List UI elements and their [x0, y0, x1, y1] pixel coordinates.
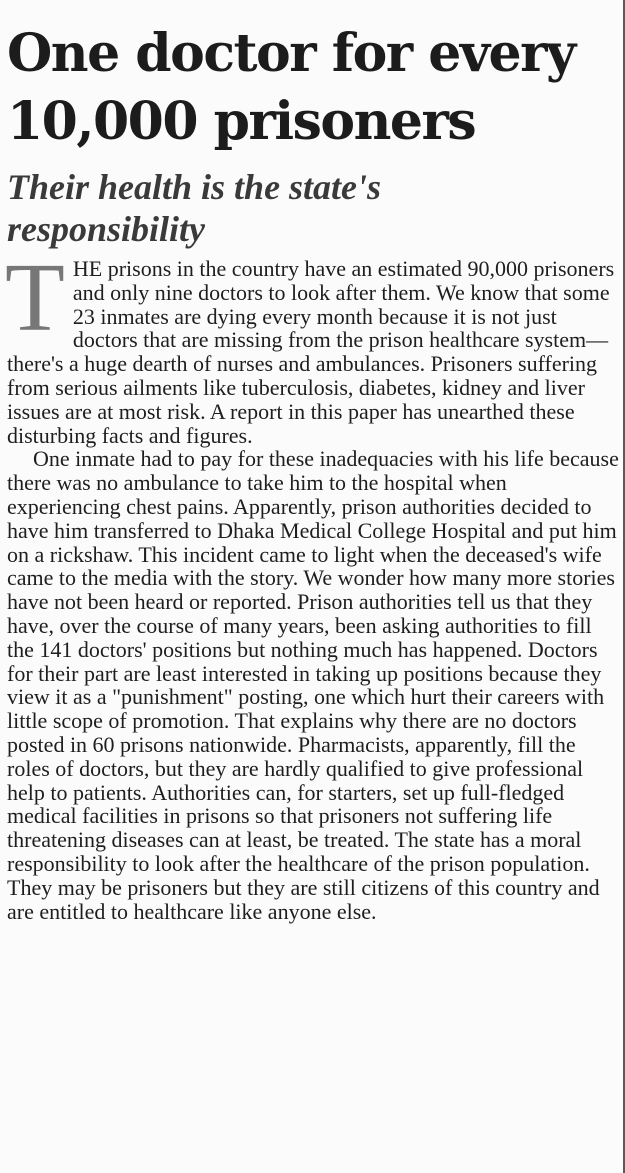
drop-cap: T [5, 244, 65, 352]
headline-line-1: One doctor for every [7, 23, 575, 84]
paragraph-2: One inmate had to pay for these inadequacies with his life because there was no ambulance to take him to the hospital when experiencing chest pains. Apparently, prison authorities decided to have him transferred to Dhaka Medical College Hospital and put him on a rickshaw. This incident came to light when the deceased's wife came to the media with the story. We wonder how many more stories have not been heard or reported. Prison authorities tell us that they have, over the course of many years, been asking authorities to fill the 141 doctors' positions but nothing much has happened. Doctors for their part are least interested in taking up positions because they view it as a "punishment" posting, one which hurt their careers with little scope of promotion. That explains why there are no doctors posted in 60 prisons nationwide. Pharmacists, apparently, fill the roles of doctors, but they are hardly qualified to give professional help to patients. Authorities can, for starters, set up full-fledged medical facilities in prisons so that prisoners not suffering life threatening diseases can at least, be treated. The state has a moral responsibility to look after the healthcare of the prison population. They may be prisoners but they are still citizens of this country and are entitled to healthcare like anyone else. [7, 446, 619, 924]
paragraph-1 [5, 244, 619, 448]
article-body [5, 244, 619, 924]
subheadline [7, 166, 617, 250]
subheadline-line-2: responsibility [7, 209, 206, 249]
headline [7, 20, 617, 156]
headline-line-2: 10,000 prisoners [7, 91, 476, 152]
paragraph-1-text: HE prisons in the country have an estimated 90,000 prisoners and only nine doctors to look after them. We know that some 23 inmates are dying every month because it is not just doctors that are missing from the prison healthcare system—there's a huge dearth of nurses and ambulances. Prisoners suffering from serious ailments like tuberculosis, diabetes, kidney and liver issues are at most risk. A report in this paper has unearthed these disturbing facts and figures. [7, 256, 615, 448]
subheadline-line-1: Their health is the state's [7, 167, 382, 207]
